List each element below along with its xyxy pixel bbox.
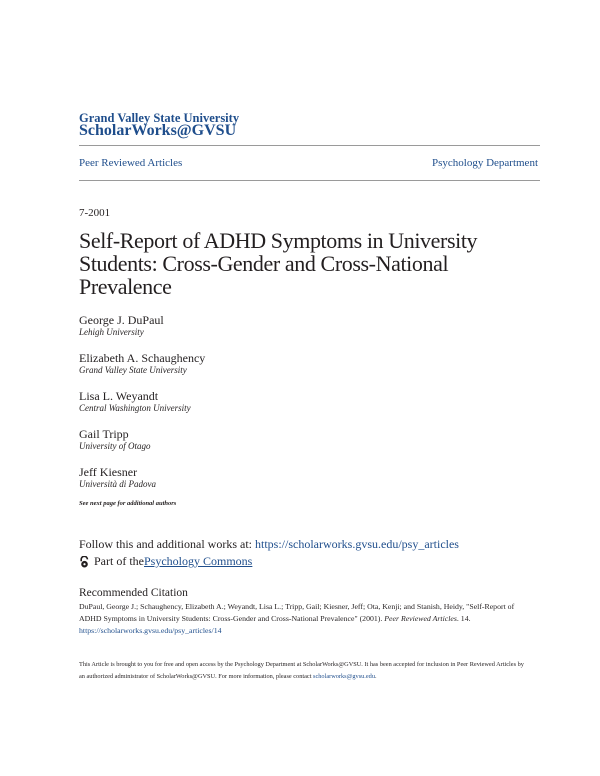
part-of-line [79, 554, 252, 569]
author-name: Gail Tripp [79, 427, 129, 441]
article-title: Self-Report of ADHD Symptoms in University Students: Cross-Gender and Cross-National Prevalence [79, 228, 478, 299]
author-affiliation: University of Otago [79, 441, 151, 451]
collection-link[interactable]: https://scholarworks.gvsu.edu/psy_articles [255, 537, 459, 551]
author-affiliation: Grand Valley State University [79, 365, 187, 375]
author-affiliation: Università di Padova [79, 479, 156, 489]
author-entry [79, 313, 205, 338]
contact-email-link[interactable]: scholarworks@gvsu.edu [313, 673, 375, 680]
citation-link[interactable]: https://scholarworks.gvsu.edu/psy_articles/14 [79, 626, 222, 635]
author-name: Jeff Kiesner [79, 465, 138, 479]
follow-line [79, 537, 459, 552]
author-entry [79, 351, 205, 376]
peer-reviewed-articles-link[interactable]: Peer Reviewed Articles [79, 157, 183, 169]
author-affiliation: Lehigh University [79, 327, 144, 337]
author-affiliation: Central Washington University [79, 403, 191, 413]
top-divider [79, 145, 540, 146]
citation-journal: Peer Reviewed Articles [384, 614, 457, 623]
author-name: Elizabeth A. Schaughency [79, 351, 206, 365]
access-notice-text: This Article is brought to you for free and open access by the Psychology Department at ScholarWorks@GVSU. It has been accepted for inclusion in Peer Reviewed Articles by an authorized administrator of ScholarWorks@GVSU. For more information, please contact [79, 661, 524, 680]
part-of-text: Part of the [94, 554, 144, 568]
follow-text: Follow this and additional works at: [79, 537, 255, 551]
author-entry [79, 389, 205, 414]
author-name: George J. DuPaul [79, 313, 164, 327]
author-entry [79, 465, 205, 490]
scholarworks-logo[interactable]: ScholarWorks@GVSU [79, 122, 237, 139]
author-entry [79, 427, 205, 452]
author-name: Lisa L. Weyandt [79, 389, 159, 403]
psychology-department-link[interactable]: Psychology Department [431, 157, 538, 169]
access-notice-end: . [374, 673, 377, 680]
open-access-icon [79, 556, 90, 568]
author-list [79, 313, 205, 503]
access-notice [79, 659, 529, 683]
psychology-commons-link[interactable]: Psychology Commons [144, 554, 253, 568]
bottom-divider [79, 180, 540, 181]
university-name: Grand Valley State University [79, 111, 240, 125]
citation-text: DuPaul, George J.; Schaughency, Elizabeth A.; Weyandt, Lisa L.; Tripp, Gail; Kiesner, Jeff; Ota, Kenji; and Stanish, Heidy, "Self-Report of ADHD Symptoms in University Students: Cross-Gender and Cross-National Prevalence" (2001). [79, 602, 515, 623]
citation-number: . 14. [456, 614, 471, 623]
recommended-citation-heading: Recommended Citation [79, 587, 188, 599]
recommended-citation [79, 601, 523, 637]
see-next-page-note: See next page for additional authors [79, 500, 177, 507]
publication-date: 7-2001 [79, 207, 111, 219]
